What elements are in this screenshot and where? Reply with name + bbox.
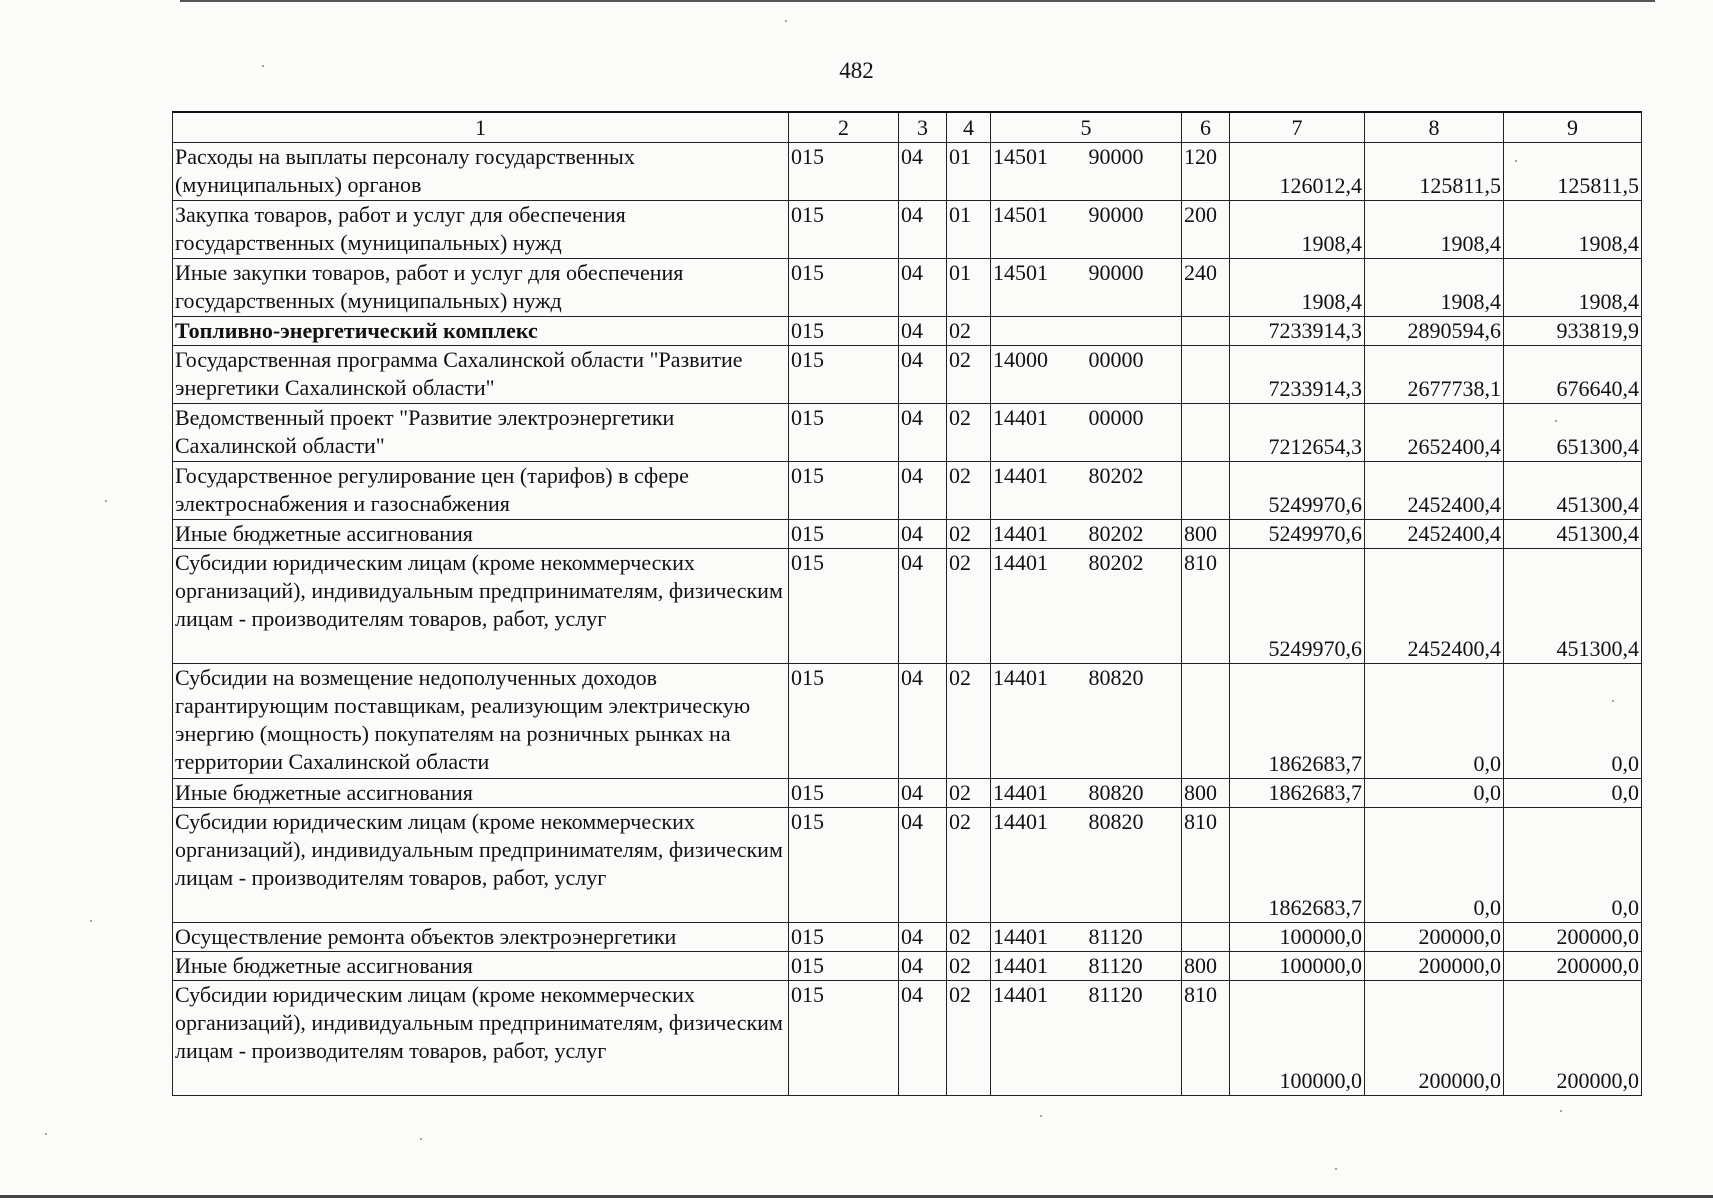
row-col-5a: 14401 xyxy=(991,404,1087,462)
row-col-7: 7233914,3 xyxy=(1230,317,1365,346)
row-col-7: 100000,0 xyxy=(1230,981,1365,1096)
row-col-5b: 00000 xyxy=(1087,346,1182,404)
row-col-9: 451300,4 xyxy=(1504,549,1642,664)
row-col-6 xyxy=(1182,664,1230,779)
row-col-4: 02 xyxy=(947,664,991,779)
row-name: Иные закупки товаров, работ и услуг для обеспечения государственных (муниципальных) нужд xyxy=(173,259,789,317)
row-col-3: 04 xyxy=(899,664,947,779)
row-col-5b: 80202 xyxy=(1087,462,1182,520)
row-col-7: 126012,4 xyxy=(1230,143,1365,201)
row-col-5a: 14401 xyxy=(991,664,1087,779)
row-col-5b: 80202 xyxy=(1087,549,1182,664)
row-col-5a: 14401 xyxy=(991,952,1087,981)
row-col-2: 015 xyxy=(789,462,899,520)
row-col-5a: 14000 xyxy=(991,346,1087,404)
row-name: Ведомственный проект "Развитие электроэнергетики Сахалинской области" xyxy=(173,404,789,462)
row-col-9: 933819,9 xyxy=(1504,317,1642,346)
row-col-3: 04 xyxy=(899,462,947,520)
row-col-3: 04 xyxy=(899,549,947,664)
row-col-5a: 14501 xyxy=(991,143,1087,201)
row-name: Закупка товаров, работ и услуг для обеспечения государственных (муниципальных) нужд xyxy=(173,201,789,259)
header-col-8: 8 xyxy=(1365,112,1504,143)
row-col-7: 100000,0 xyxy=(1230,923,1365,952)
scan-speck xyxy=(1335,1168,1337,1170)
row-col-6 xyxy=(1182,346,1230,404)
row-col-2: 015 xyxy=(789,259,899,317)
row-name: Субсидии юридическим лицам (кроме некоммерческих организаций), индивидуальным предпринимателям, физическим лицам - производителям товаров, работ, услуг xyxy=(173,808,789,923)
row-col-2: 015 xyxy=(789,808,899,923)
row-col-8: 1908,4 xyxy=(1365,201,1504,259)
header-col-3: 3 xyxy=(899,112,947,143)
row-col-8: 2452400,4 xyxy=(1365,549,1504,664)
row-col-3: 04 xyxy=(899,952,947,981)
table-row xyxy=(173,143,1642,201)
row-col-5a: 14401 xyxy=(991,549,1087,664)
row-col-7: 5249970,6 xyxy=(1230,462,1365,520)
row-col-9: 0,0 xyxy=(1504,779,1642,808)
row-col-8: 0,0 xyxy=(1365,779,1504,808)
row-col-2: 015 xyxy=(789,317,899,346)
row-col-8: 1908,4 xyxy=(1365,259,1504,317)
row-col-4: 02 xyxy=(947,549,991,664)
row-name: Государственное регулирование цен (тарифов) в сфере электроснабжения и газоснабжения xyxy=(173,462,789,520)
row-col-5a: 14401 xyxy=(991,923,1087,952)
row-col-9: 1908,4 xyxy=(1504,259,1642,317)
row-col-4: 01 xyxy=(947,143,991,201)
table-row xyxy=(173,520,1642,549)
row-name: Субсидии юридическим лицам (кроме некоммерческих организаций), индивидуальным предпринимателям, физическим лицам - производителям товаров, работ, услуг xyxy=(173,549,789,664)
table-row xyxy=(173,952,1642,981)
row-col-6: 200 xyxy=(1182,201,1230,259)
table-row xyxy=(173,259,1642,317)
header-col-7: 7 xyxy=(1230,112,1365,143)
row-col-5a: 14401 xyxy=(991,779,1087,808)
table-row xyxy=(173,981,1642,1096)
row-col-4: 01 xyxy=(947,259,991,317)
row-col-4: 02 xyxy=(947,462,991,520)
row-col-7: 5249970,6 xyxy=(1230,549,1365,664)
row-col-8: 2452400,4 xyxy=(1365,520,1504,549)
row-col-6: 800 xyxy=(1182,520,1230,549)
scan-speck xyxy=(90,920,92,922)
row-col-8: 2452400,4 xyxy=(1365,462,1504,520)
header-col-9: 9 xyxy=(1504,112,1642,143)
row-col-7: 1862683,7 xyxy=(1230,664,1365,779)
scan-speck xyxy=(262,65,264,67)
table-row xyxy=(173,346,1642,404)
row-col-5b: 80820 xyxy=(1087,664,1182,779)
row-col-8: 0,0 xyxy=(1365,808,1504,923)
row-name: Осуществление ремонта объектов электроэнергетики xyxy=(173,923,789,952)
row-col-7: 5249970,6 xyxy=(1230,520,1365,549)
row-col-5b: 80820 xyxy=(1087,808,1182,923)
scan-speck xyxy=(1555,420,1557,422)
table-row xyxy=(173,808,1642,923)
row-col-9: 200000,0 xyxy=(1504,981,1642,1096)
scan-speck xyxy=(1040,1115,1042,1117)
row-col-6: 800 xyxy=(1182,779,1230,808)
row-col-4: 02 xyxy=(947,923,991,952)
row-col-5b xyxy=(1087,317,1182,346)
row-col-2: 015 xyxy=(789,143,899,201)
row-col-9: 676640,4 xyxy=(1504,346,1642,404)
row-col-5a xyxy=(991,317,1087,346)
row-col-5a: 14501 xyxy=(991,259,1087,317)
row-col-3: 04 xyxy=(899,779,947,808)
row-col-4: 02 xyxy=(947,520,991,549)
scan-speck xyxy=(45,1133,47,1135)
row-col-5a: 14501 xyxy=(991,201,1087,259)
row-col-3: 04 xyxy=(899,259,947,317)
row-col-5b: 90000 xyxy=(1087,143,1182,201)
row-name: Иные бюджетные ассигнования xyxy=(173,779,789,808)
top-rule xyxy=(180,0,1655,2)
row-col-9: 200000,0 xyxy=(1504,952,1642,981)
row-col-7: 1908,4 xyxy=(1230,201,1365,259)
row-col-2: 015 xyxy=(789,404,899,462)
row-name: Расходы на выплаты персоналу государственных (муниципальных) органов xyxy=(173,143,789,201)
row-name: Субсидии юридическим лицам (кроме некоммерческих организаций), индивидуальным предпринимателям, физическим лицам - производителям товаров, работ, услуг xyxy=(173,981,789,1096)
row-col-6 xyxy=(1182,404,1230,462)
row-col-6: 810 xyxy=(1182,549,1230,664)
budget-table xyxy=(172,111,1642,1096)
row-col-9: 0,0 xyxy=(1504,808,1642,923)
row-col-8: 200000,0 xyxy=(1365,952,1504,981)
row-col-9: 651300,4 xyxy=(1504,404,1642,462)
scan-speck xyxy=(1560,1110,1562,1112)
row-col-3: 04 xyxy=(899,317,947,346)
row-col-5b: 00000 xyxy=(1087,404,1182,462)
header-col-2: 2 xyxy=(789,112,899,143)
row-name: Иные бюджетные ассигнования xyxy=(173,520,789,549)
row-col-2: 015 xyxy=(789,779,899,808)
table-row xyxy=(173,779,1642,808)
row-col-4: 02 xyxy=(947,404,991,462)
row-col-5b: 90000 xyxy=(1087,201,1182,259)
row-col-6: 810 xyxy=(1182,981,1230,1096)
table-header-row xyxy=(173,112,1642,143)
table-row xyxy=(173,317,1642,346)
row-col-6 xyxy=(1182,317,1230,346)
row-col-9: 200000,0 xyxy=(1504,923,1642,952)
row-col-3: 04 xyxy=(899,143,947,201)
row-col-8: 200000,0 xyxy=(1365,981,1504,1096)
row-col-8: 200000,0 xyxy=(1365,923,1504,952)
row-col-2: 015 xyxy=(789,201,899,259)
row-col-4: 02 xyxy=(947,981,991,1096)
row-col-2: 015 xyxy=(789,346,899,404)
row-col-6 xyxy=(1182,923,1230,952)
row-col-2: 015 xyxy=(789,923,899,952)
row-col-6: 800 xyxy=(1182,952,1230,981)
row-col-9: 125811,5 xyxy=(1504,143,1642,201)
row-col-3: 04 xyxy=(899,520,947,549)
row-col-3: 04 xyxy=(899,404,947,462)
row-col-7: 1908,4 xyxy=(1230,259,1365,317)
row-col-4: 02 xyxy=(947,808,991,923)
row-col-2: 015 xyxy=(789,952,899,981)
row-col-9: 451300,4 xyxy=(1504,520,1642,549)
row-col-3: 04 xyxy=(899,923,947,952)
row-name: Топливно-энергетический комплекс xyxy=(173,317,789,346)
row-col-4: 02 xyxy=(947,346,991,404)
row-col-2: 015 xyxy=(789,664,899,779)
row-col-3: 04 xyxy=(899,981,947,1096)
row-col-8: 0,0 xyxy=(1365,664,1504,779)
row-col-3: 04 xyxy=(899,808,947,923)
header-col-6: 6 xyxy=(1182,112,1230,143)
page-number: 482 xyxy=(839,58,874,83)
row-name: Субсидии на возмещение недополученных доходов гарантирующим поставщикам, реализующим электрическую энергию (мощность) покупателям на розничных рынках на территории Сахалинской области xyxy=(173,664,789,779)
table-row xyxy=(173,201,1642,259)
row-col-9: 451300,4 xyxy=(1504,462,1642,520)
table-row xyxy=(173,923,1642,952)
table-row xyxy=(173,404,1642,462)
scan-speck xyxy=(1612,700,1614,702)
row-col-4: 01 xyxy=(947,201,991,259)
row-col-7: 100000,0 xyxy=(1230,952,1365,981)
row-col-2: 015 xyxy=(789,520,899,549)
row-col-4: 02 xyxy=(947,779,991,808)
row-col-7: 1862683,7 xyxy=(1230,808,1365,923)
row-col-3: 04 xyxy=(899,201,947,259)
scan-speck xyxy=(1515,160,1517,162)
row-col-7: 7212654,3 xyxy=(1230,404,1365,462)
row-col-5b: 80202 xyxy=(1087,520,1182,549)
header-col-4: 4 xyxy=(947,112,991,143)
row-col-6 xyxy=(1182,462,1230,520)
row-name: Государственная программа Сахалинской области "Развитие энергетики Сахалинской области" xyxy=(173,346,789,404)
row-col-8: 2652400,4 xyxy=(1365,404,1504,462)
row-col-5a: 14401 xyxy=(991,981,1087,1096)
row-col-7: 1862683,7 xyxy=(1230,779,1365,808)
row-name: Иные бюджетные ассигнования xyxy=(173,952,789,981)
table-row xyxy=(173,549,1642,664)
row-col-8: 2677738,1 xyxy=(1365,346,1504,404)
row-col-9: 0,0 xyxy=(1504,664,1642,779)
bottom-rule xyxy=(0,1195,1713,1198)
row-col-4: 02 xyxy=(947,317,991,346)
table-row xyxy=(173,462,1642,520)
row-col-5b: 81120 xyxy=(1087,923,1182,952)
row-col-5b: 81120 xyxy=(1087,952,1182,981)
row-col-5b: 81120 xyxy=(1087,981,1182,1096)
row-col-6: 810 xyxy=(1182,808,1230,923)
row-col-5b: 80820 xyxy=(1087,779,1182,808)
row-col-5a: 14401 xyxy=(991,520,1087,549)
row-col-7: 7233914,3 xyxy=(1230,346,1365,404)
row-col-5b: 90000 xyxy=(1087,259,1182,317)
row-col-8: 125811,5 xyxy=(1365,143,1504,201)
scan-speck xyxy=(105,500,107,502)
row-col-5a: 14401 xyxy=(991,462,1087,520)
table-row xyxy=(173,664,1642,779)
row-col-3: 04 xyxy=(899,346,947,404)
row-col-5a: 14401 xyxy=(991,808,1087,923)
row-col-8: 2890594,6 xyxy=(1365,317,1504,346)
row-col-9: 1908,4 xyxy=(1504,201,1642,259)
header-col-5: 5 xyxy=(991,112,1182,143)
row-col-2: 015 xyxy=(789,549,899,664)
scan-speck xyxy=(785,20,787,22)
row-col-2: 015 xyxy=(789,981,899,1096)
scan-speck xyxy=(420,1138,422,1140)
row-col-4: 02 xyxy=(947,952,991,981)
row-col-6: 240 xyxy=(1182,259,1230,317)
header-col-1: 1 xyxy=(173,112,789,143)
row-col-6: 120 xyxy=(1182,143,1230,201)
